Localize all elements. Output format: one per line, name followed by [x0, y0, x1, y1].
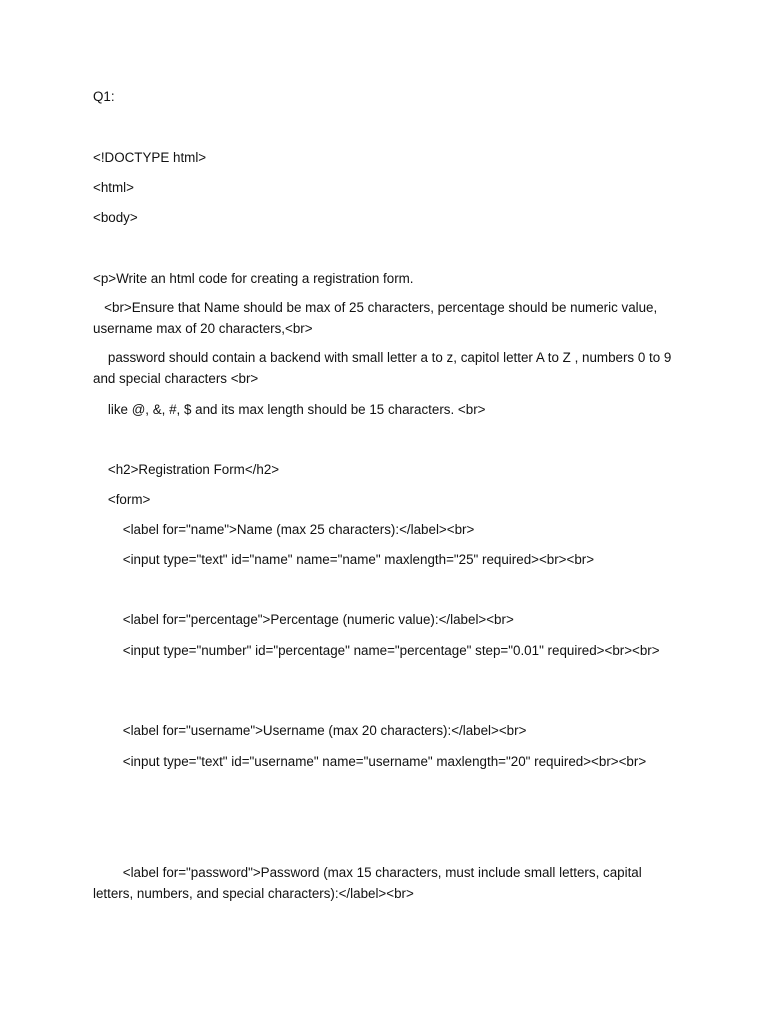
code-line-form-open: <form> — [93, 492, 151, 507]
code-line-special-characters: like @, &, #, $ and its max length should be 15 characters. <br> — [93, 402, 486, 417]
question-label: Q1: — [93, 89, 115, 104]
code-line-username-input: <input type="text" id="username" name="username" maxlength="20" required><br><br> — [93, 754, 647, 769]
code-line-percentage-label: <label for="percentage">Percentage (numeric value):</label><br> — [93, 612, 514, 627]
code-line-percentage-input: <input type="number" id="percentage" name="percentage" step="0.01" required><br><br> — [93, 643, 660, 658]
code-line-html: <html> — [93, 180, 134, 195]
code-line-paragraph-open: <p>Write an html code for creating a registration form. — [93, 271, 414, 286]
code-line-heading: <h2>Registration Form</h2> — [93, 462, 280, 477]
code-line-username-label: <label for="username">Username (max 20 characters):</label><br> — [93, 723, 527, 738]
code-line-name-requirement: <br>Ensure that Name should be max of 25 characters, percentage should be numeric value, username max of 20 characters,<br> — [93, 300, 661, 336]
code-line-body: <body> — [93, 210, 138, 225]
code-line-name-label: <label for="name">Name (max 25 characters):</label><br> — [93, 522, 475, 537]
code-line-name-input: <input type="text" id="name" name="name" maxlength="25" required><br><br> — [93, 552, 595, 567]
code-line-password-label: <label for="password">Password (max 15 characters, must include small letters, capital letters, numbers, and special characters):</label><br> — [93, 865, 646, 901]
code-line-password-requirement: password should contain a backend with small letter a to z, capitol letter A to Z , numbers 0 to 9 and special characters <br> — [93, 350, 676, 386]
code-line-doctype: <!DOCTYPE html> — [93, 150, 207, 165]
